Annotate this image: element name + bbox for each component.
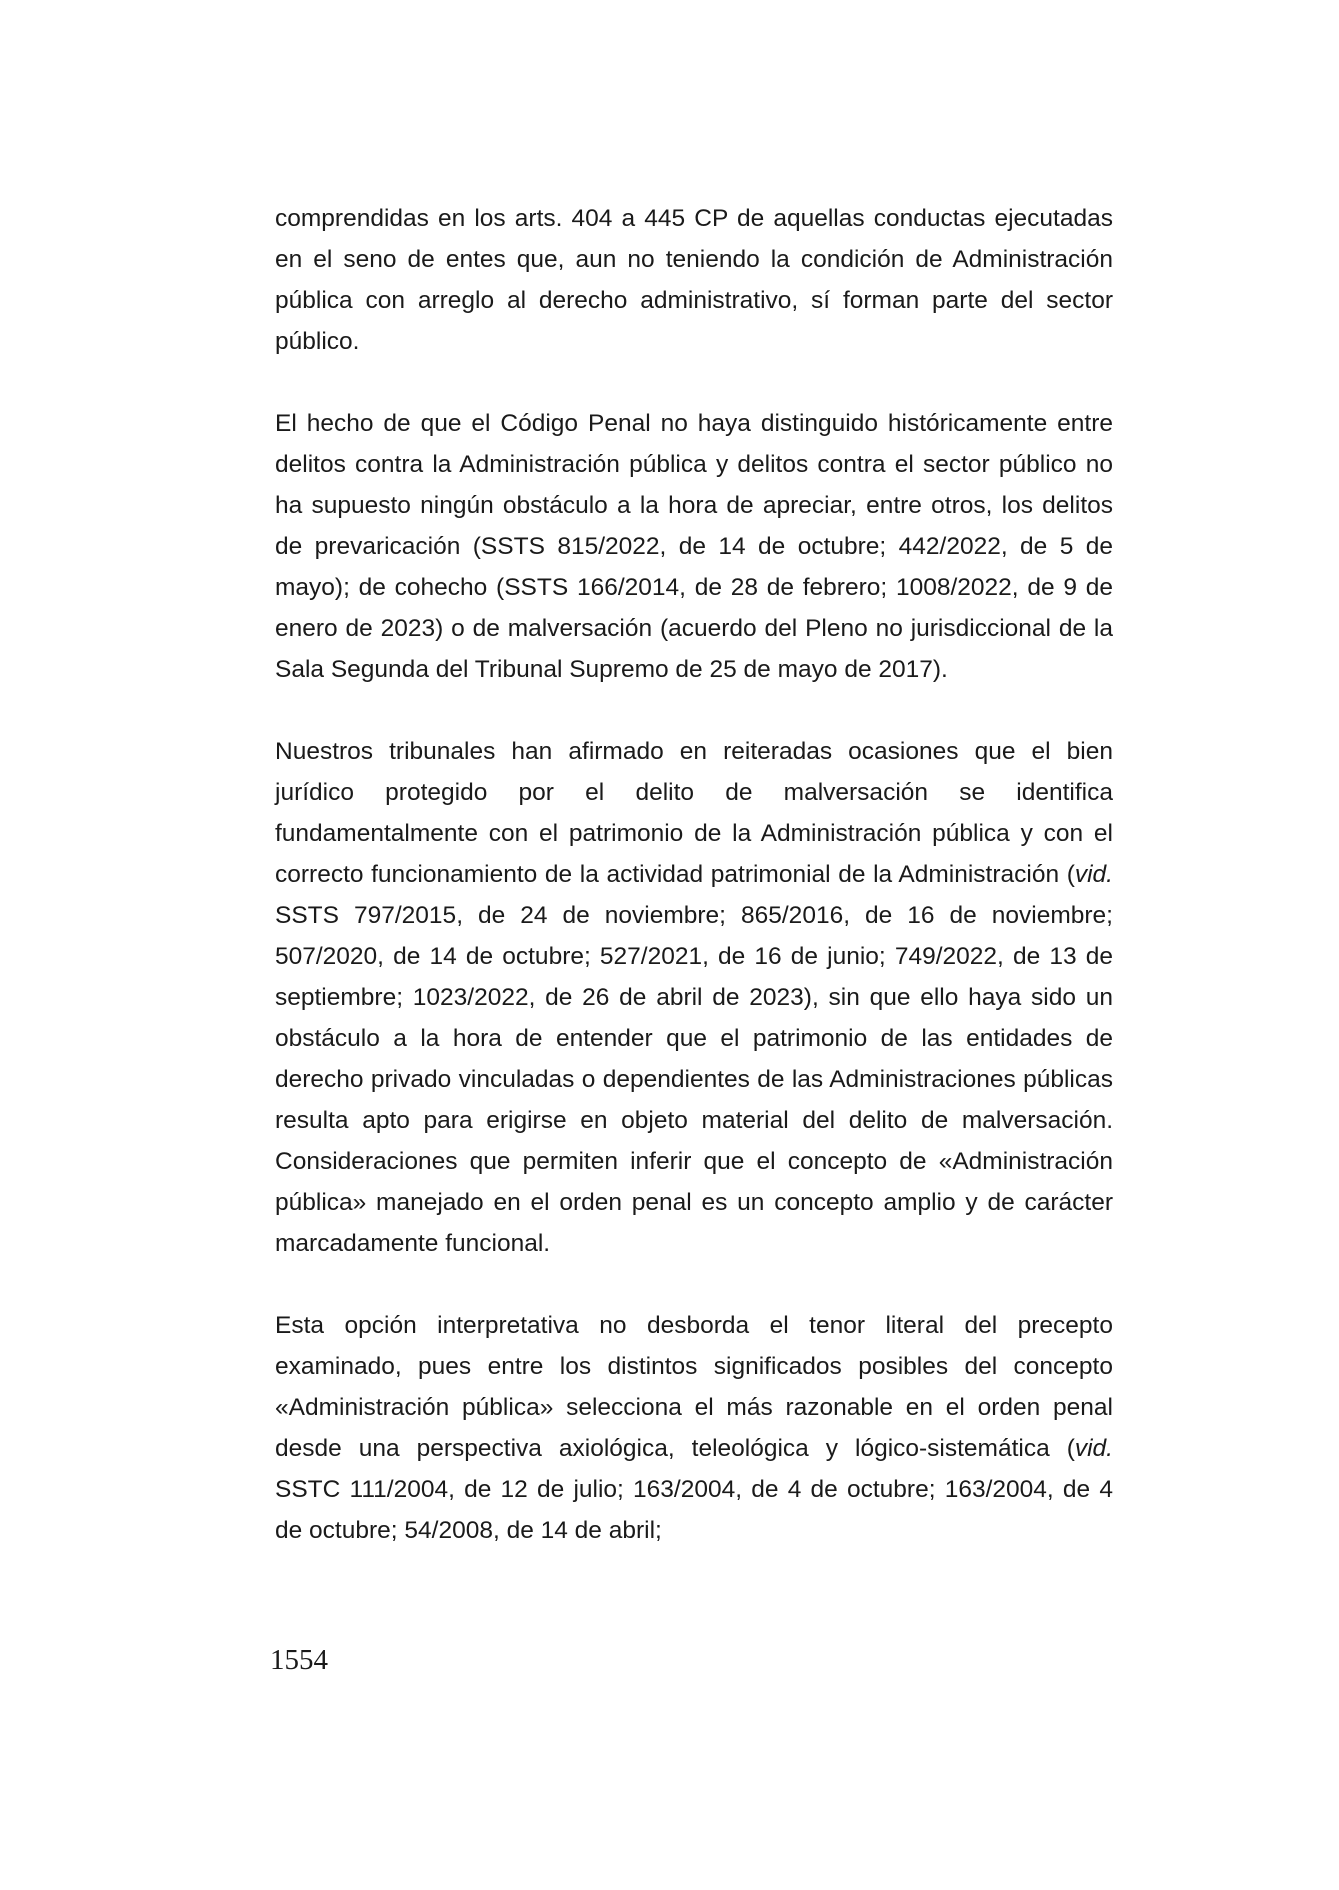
page-number: 1554 [270, 1644, 328, 1676]
paragraph-4-text-b: SSTC 111/2004, de 12 de julio; 163/2004, de 4 de octubre; 163/2004, de 4 de octubre; 54/2008, de 14 de abril; [275, 1476, 1113, 1544]
paragraph-4-vid: vid. [1074, 1435, 1113, 1462]
body-text [275, 198, 1113, 1592]
paragraph-2 [275, 403, 1113, 690]
paragraph-3-vid: vid. [1074, 861, 1113, 888]
paragraph-4 [275, 1305, 1113, 1551]
paragraph-3 [275, 731, 1113, 1264]
paragraph-3-text-a: Nuestros tribunales han afirmado en reiteradas ocasiones que el bien jurídico protegido por el delito de malversación se identifica fundamentalmente con el patrimonio de la Administración pública y con el correcto funcionamiento de la actividad patrimonial de la Administración ( [275, 738, 1113, 888]
paragraph-4-text-a: Esta opción interpretativa no desborda el tenor literal del precepto examinado, pues entre los distintos significados posibles del concepto «Administración pública» selecciona el más razonable en el orden penal desde una perspectiva axiológica, teleológica y lógico-sistemática ( [275, 1312, 1113, 1462]
paragraph-3-text-b: SSTS 797/2015, de 24 de noviembre; 865/2016, de 16 de noviembre; 507/2020, de 14 de octubre; 527/2021, de 16 de junio; 749/2022, de 13 de septiembre; 1023/2022, de 26 de abril de 2023), sin que ello haya sido un obstáculo a la hora de entender que el patrimonio de las entidades de derecho privado vinculadas o dependientes de las Administraciones públicas resulta apto para erigirse en objeto material del delito de malversación. Consideraciones que permiten inferir que el concepto de «Administración pública» manejado en el orden penal es un concepto amplio y de carácter marcadamente funcional. [275, 902, 1113, 1257]
paragraph-1-text: comprendidas en los arts. 404 a 445 CP de aquellas conductas ejecutadas en el seno de entes que, aun no teniendo la condición de Administración pública con arreglo al derecho administrativo, sí forman parte del sector público. [275, 205, 1113, 355]
paragraph-2-text: El hecho de que el Código Penal no haya distinguido históricamente entre delitos contra la Administración pública y delitos contra el sector público no ha supuesto ningún obstáculo a la hora de apreciar, entre otros, los delitos de prevaricación (SSTS 815/2022, de 14 de octubre; 442/2022, de 5 de mayo); de cohecho (SSTS 166/2014, de 28 de febrero; 1008/2022, de 9 de enero de 2023) o de malversación (acuerdo del Pleno no jurisdiccional de la Sala Segunda del Tribunal Supremo de 25 de mayo de 2017). [275, 410, 1113, 683]
paragraph-1 [275, 198, 1113, 362]
